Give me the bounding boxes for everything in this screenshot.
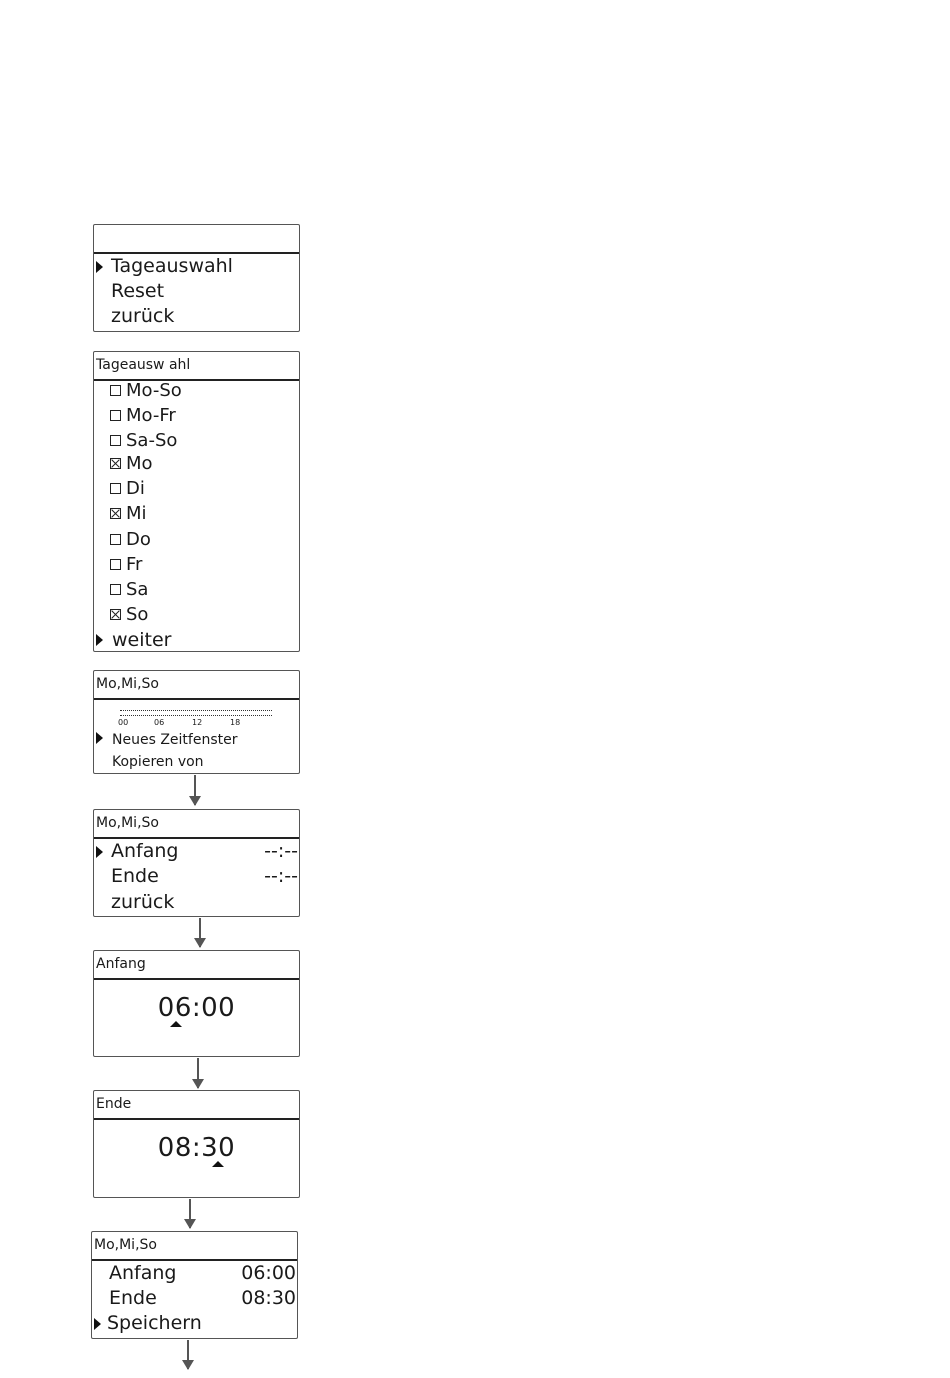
menu-item-new-time-window[interactable]: Neues Zeitfenster	[112, 732, 238, 748]
screen-title	[94, 225, 299, 254]
checkbox-checked-icon	[110, 609, 121, 620]
start-time-screen	[93, 950, 300, 1057]
timeline-axis	[120, 710, 272, 711]
day-option-fr[interactable]: Fr	[110, 554, 142, 575]
day-option-sa[interactable]: Sa	[110, 579, 148, 600]
checkbox-unchecked-icon	[110, 483, 121, 494]
selection-cursor-icon	[94, 1318, 101, 1330]
day-option-do[interactable]: Do	[110, 529, 151, 550]
edit-position-caret-icon	[212, 1161, 224, 1167]
timeline-tick: 12	[192, 718, 203, 727]
day-option-mi[interactable]: Mi	[110, 503, 147, 524]
time-window-edit-screen: Mo,Mi,So Anfang --:-- Ende --:-- zurück	[93, 809, 300, 917]
screen-title: Mo,Mi,So	[92, 1232, 297, 1261]
checkbox-unchecked-icon	[110, 534, 121, 545]
screen-title: Mo,Mi,So	[94, 671, 299, 700]
flow-arrow-icon	[197, 1058, 199, 1088]
flow-arrow-icon	[189, 1199, 191, 1228]
selection-cursor-icon	[96, 261, 103, 273]
screen-title: Tageausw ahl	[94, 352, 299, 381]
checkbox-unchecked-icon	[110, 410, 121, 421]
screen-title: Anfang	[94, 951, 299, 980]
day-option-mo-fr[interactable]: Mo-Fr	[110, 405, 176, 426]
end-time-value: --:--	[264, 865, 298, 887]
flow-arrow-icon	[194, 775, 196, 805]
checkbox-checked-icon	[110, 458, 121, 469]
start-time-value: --:--	[264, 840, 298, 862]
timeline-axis-dots	[120, 715, 272, 716]
end-time-value: 08:30	[241, 1287, 296, 1309]
screen-title: Ende	[94, 1091, 299, 1120]
menu-screen: Tageauswahl Reset zurück	[93, 224, 300, 332]
day-option-so[interactable]: So	[110, 604, 148, 625]
end-time-screen	[93, 1090, 300, 1198]
edit-position-caret-icon	[170, 1021, 182, 1027]
day-selection-screen: Tageausw ahl Mo-So Mo-Fr Sa-So Mo Di Mi Do Fr Sa So weiter	[93, 351, 300, 652]
selection-cursor-icon	[96, 634, 103, 646]
day-option-mo-so[interactable]: Mo-So	[110, 380, 182, 401]
menu-item-copy-from[interactable]: Kopieren von	[112, 754, 204, 770]
checkbox-unchecked-icon	[110, 559, 121, 570]
checkbox-checked-icon	[110, 508, 121, 519]
flow-arrow-icon	[187, 1340, 189, 1369]
day-option-mo[interactable]: Mo	[110, 453, 153, 474]
selection-cursor-icon	[96, 732, 103, 744]
day-option-sa-so[interactable]: Sa-So	[110, 430, 177, 451]
start-time-input[interactable]: 06:00	[157, 993, 236, 1023]
time-window-screen	[93, 670, 300, 774]
summary-save-screen: Mo,Mi,So Anfang 06:00 Ende 08:30 Speichern	[91, 1231, 298, 1339]
flow-arrow-icon	[199, 918, 201, 947]
timeline-tick: 18	[230, 718, 241, 727]
timeline-tick: 00	[118, 718, 129, 727]
day-option-di[interactable]: Di	[110, 478, 145, 499]
start-time-value: 06:00	[241, 1262, 296, 1284]
selection-cursor-icon	[96, 846, 103, 858]
checkbox-unchecked-icon	[110, 584, 121, 595]
timeline-tick: 06	[154, 718, 165, 727]
checkbox-unchecked-icon	[110, 435, 121, 446]
checkbox-unchecked-icon	[110, 385, 121, 396]
end-time-input[interactable]: 08:30	[157, 1133, 236, 1163]
screen-title: Mo,Mi,So	[94, 810, 299, 839]
